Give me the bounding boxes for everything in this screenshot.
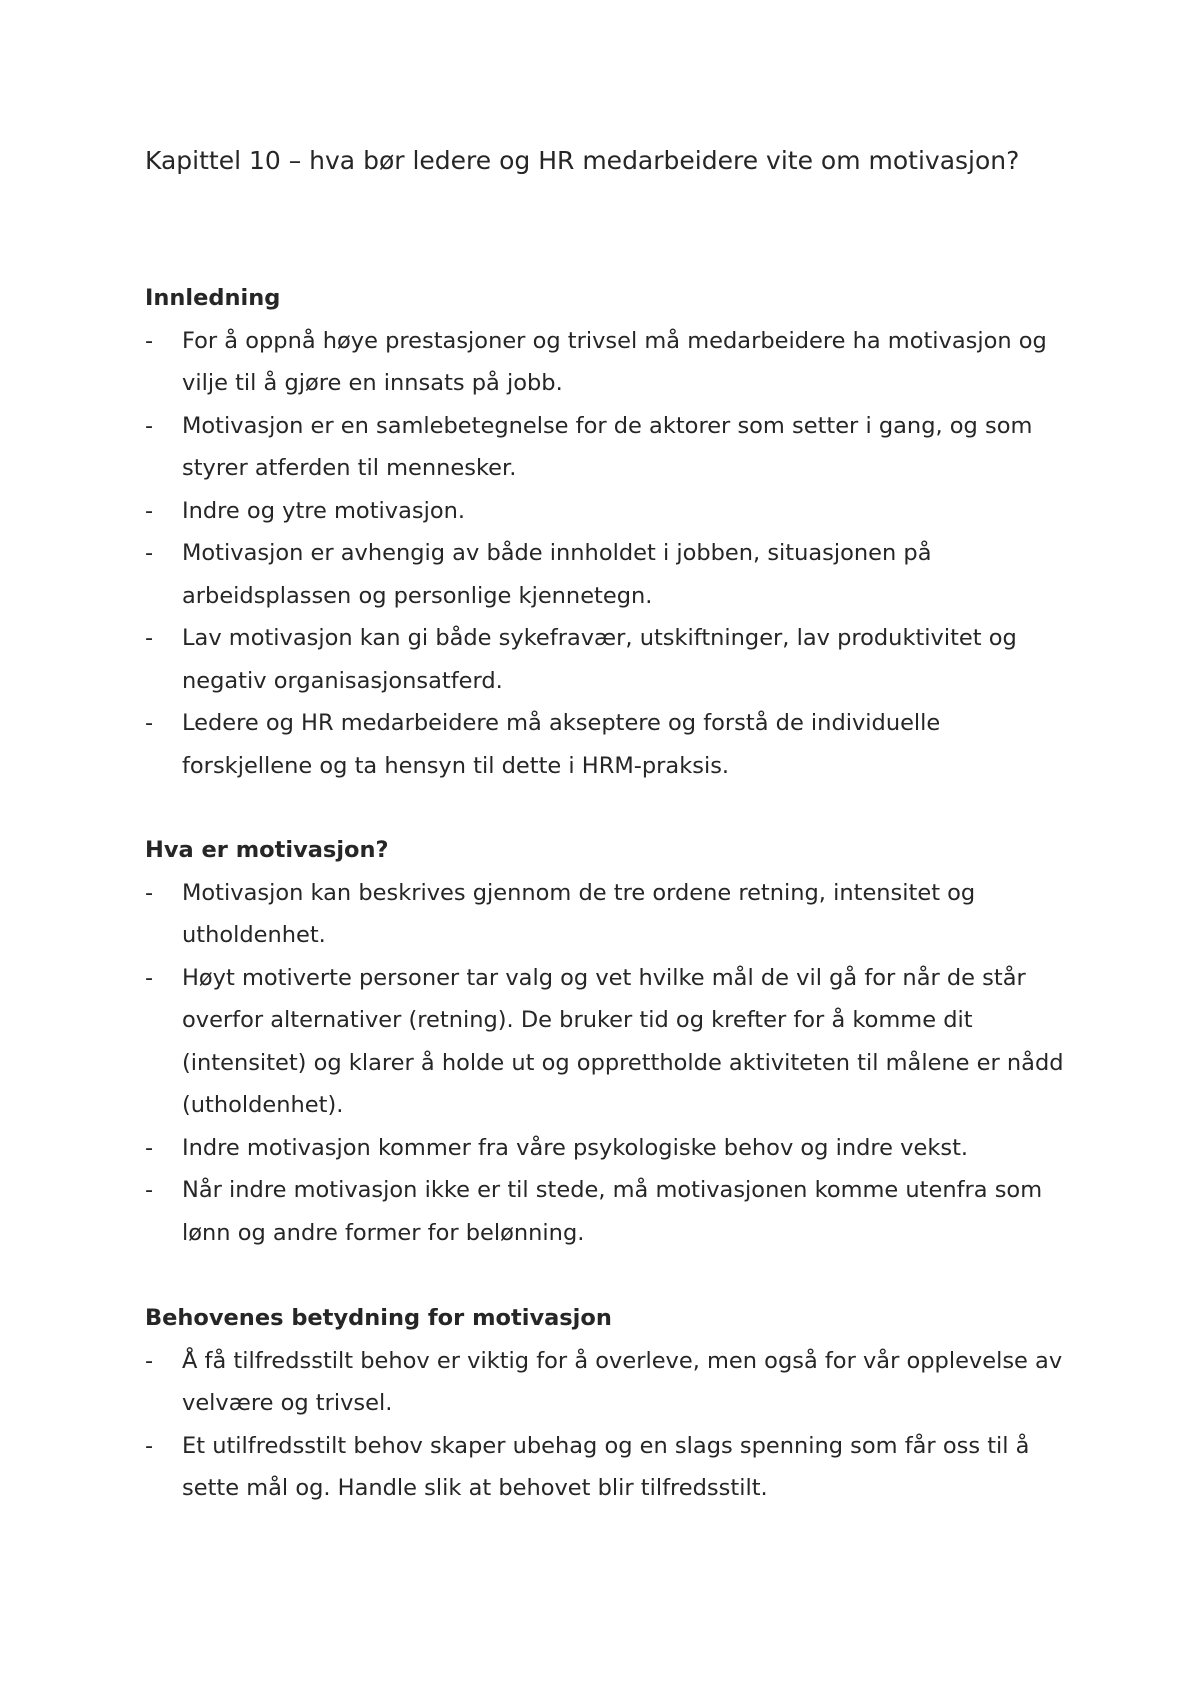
list-item [145,490,1065,533]
list-item-text: Motivasjon er avhengig av både innholdet i jobben, situasjonen på arbeidsplassen og personlige kjennetegn. [182,540,932,609]
list-item-text: Et utilfredsstilt behov skaper ubehag og en slags spenning som får oss til å sette mål og. Handle slik at behovet blir tilfredsstilt. [182,1432,1030,1501]
list-item [145,1425,1065,1510]
bullet-marker: - [145,1432,154,1459]
list-item-text: Ledere og HR medarbeidere må akseptere og forstå de individuelle forskjellene og ta hensyn til dette i HRM-praksis. [182,710,941,779]
section-innledning [145,277,1065,787]
list-item [145,1169,1065,1254]
bullet-marker: - [145,1134,154,1161]
list-item-text: Når indre motivasjon ikke er til stede, må motivasjonen komme utenfra som lønn og andre former for belønning. [182,1177,1043,1246]
bullet-marker: - [145,625,154,651]
section-behovenes-betydning [145,1297,1065,1510]
bullet-marker: - [145,879,154,906]
list-item [145,702,1065,787]
list-item-text: Lav motivasjon kan gi både sykefravær, utskiftninger, lav produktivitet og negativ organisasjonsatferd. [182,625,1017,694]
bullet-marker: - [145,1347,154,1374]
list-item [145,532,1065,617]
list-item [145,405,1065,490]
bullet-marker: - [145,1177,154,1203]
list-item [145,320,1065,405]
list-item-text: For å oppnå høye prestasjoner og trivsel må medarbeidere ha motivasjon og vilje til å gjøre en innsats på jobb. [182,327,1047,396]
section-heading: Behovenes betydning for motivasjon [145,1305,612,1331]
bullet-list [145,320,1065,788]
section-heading: Innledning [145,285,281,311]
list-item [145,957,1065,1127]
list-item [145,617,1065,702]
bullet-list [145,872,1065,1255]
bullet-marker: - [145,497,154,524]
section-heading: Hva er motivasjon? [145,837,389,863]
section-hva-er-motivasjon [145,829,1065,1254]
list-item-text: Motivasjon er en samlebetegnelse for de aktorer som setter i gang, og som styrer atferden til mennesker. [182,412,1033,481]
bullet-list [145,1340,1065,1510]
bullet-marker: - [145,412,154,439]
list-item [145,1127,1065,1170]
list-item-text: Å få tilfredsstilt behov er viktig for å overleve, men også for vår opplevelse av velvære og trivsel. [182,1347,1063,1416]
list-item-text: Indre motivasjon kommer fra våre psykologiske behov og indre vekst. [182,1134,969,1161]
document-title: Kapittel 10 – hva bør ledere og HR medarbeidere vite om motivasjon? [145,146,1020,175]
bullet-marker: - [145,964,154,991]
list-item-text: Høyt motiverte personer tar valg og vet hvilke mål de vil gå for når de står overfor alternativer (retning). De bruker tid og krefter for å komme dit (intensitet) og klarer å holde ut og opprettholde aktiviteten til målene er nådd (utholdenhet). [182,964,1064,1118]
bullet-marker: - [145,710,154,736]
list-item-text: Indre og ytre motivasjon. [182,497,466,524]
list-item [145,1340,1065,1425]
bullet-marker: - [145,327,154,354]
list-item [145,872,1065,957]
list-item-text: Motivasjon kan beskrives gjennom de tre ordene retning, intensitet og utholdenhet. [182,879,976,948]
bullet-marker: - [145,540,154,566]
